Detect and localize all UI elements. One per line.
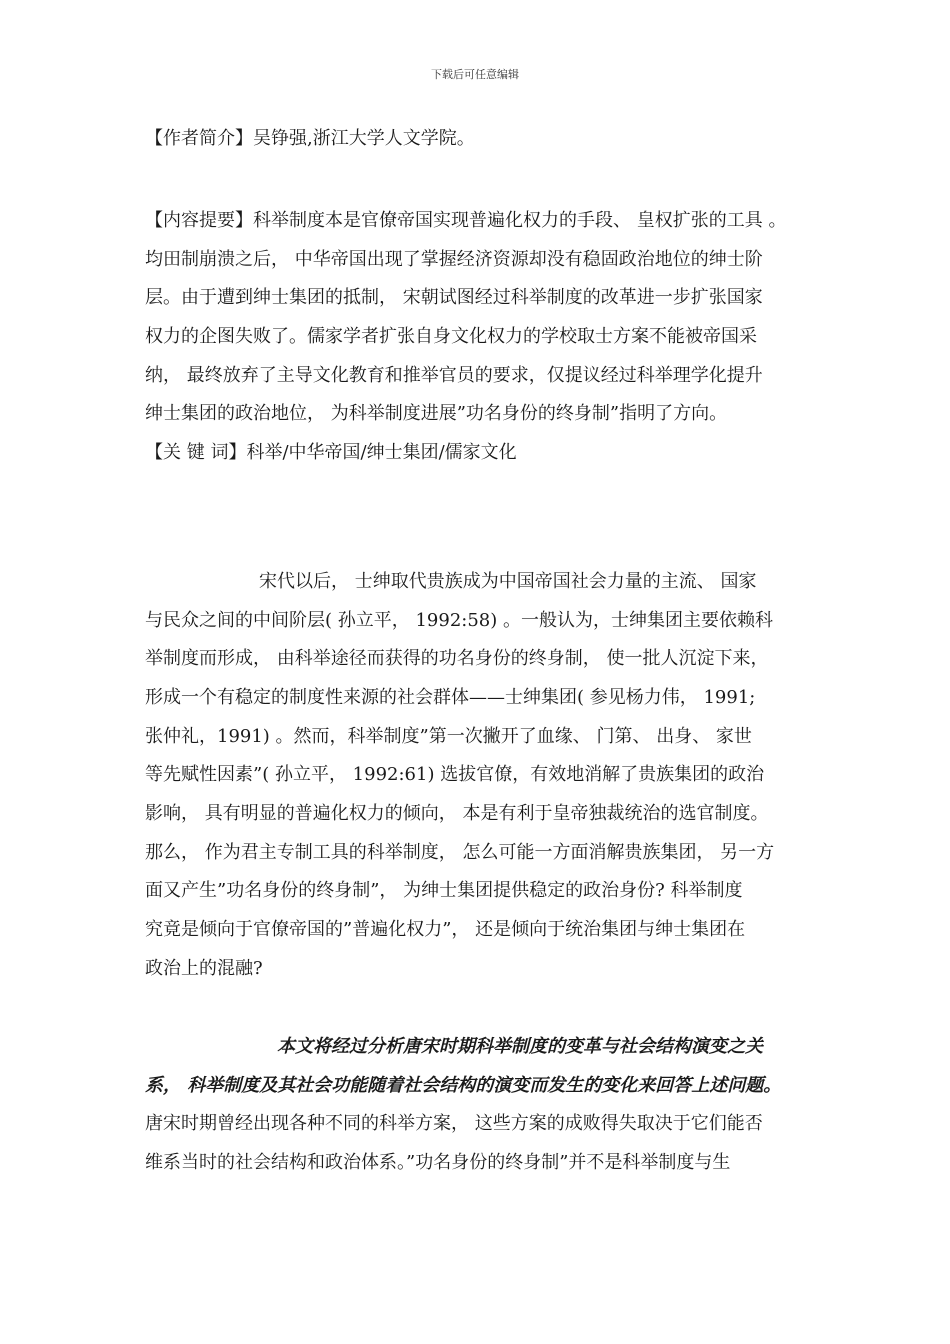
body-line: 等先赋性因素”( 孙立平， 1992:61) 选拔官僚，有效地消解了贵族集团的政治 <box>145 764 765 785</box>
abstract-line: 权力的企图失败了。儒家学者扩张自身文化权力的学校取士方案不能被帝国采 <box>145 326 757 347</box>
abstract-line: 均田制崩溃之后， 中华帝国出现了掌握经济资源却没有稳固政治地位的绅士阶 <box>145 249 763 270</box>
body-line: 究竟是倾向于官僚帝国的”普遍化权力”， 还是倾向于统治集团与绅士集团在 <box>145 919 746 940</box>
body-line: 形成一个有稳定的制度性来源的社会群体——士绅集团( 参见杨力伟， 1991; <box>145 687 756 708</box>
body-line: 举制度而形成， 由科举途径而获得的功名身份的终身制， 使一批人沉淀下来， <box>145 648 769 669</box>
abstract-line: 层。由于遭到绅士集团的抵制， 宋朝试图经过科举制度的改革进一步扩张国家 <box>145 287 763 308</box>
body-line: 政治上的混融? <box>145 958 263 979</box>
body-line: 宋代以后， 士绅取代贵族成为中国帝国社会力量的主流、 国家 <box>259 571 757 592</box>
emphasis-line: 系， 科举制度及其社会功能随着社会结构的演变而发生的变化来回答上述问题。 <box>145 1075 782 1096</box>
body-line: 维系当时的社会结构和政治体系。”功名身份的终身制”并不是科举制度与生 <box>145 1152 731 1173</box>
body-line: 与民众之间的中间阶层( 孙立平， 1992:58) 。一般认为，士绅集团主要依赖科 <box>145 610 773 631</box>
abstract-line: 【内容提要】科举制度本是官僚帝国实现普遍化权力的手段、 皇权扩张的工具 。 <box>145 210 787 231</box>
body-line: 唐宋时期曾经出现各种不同的科举方案， 这些方案的成败得失取决于它们能否 <box>145 1113 763 1134</box>
page-header: 下载后可任意编辑 <box>431 68 519 81</box>
body-line: 影响， 具有明显的普遍化权力的倾向， 本是有利于皇帝独裁统治的选官制度。 <box>145 803 769 824</box>
author-intro: 【作者简介】吴铮强,浙江大学人文学院。 <box>145 128 475 149</box>
abstract-line: 纳， 最终放弃了主导文化教育和推举官员的要求，仅提议经过科举理学化提升 <box>145 365 763 386</box>
abstract-line: 绅士集团的政治地位， 为科举制度进展”功名身份的终身制”指明了方向。 <box>145 403 728 424</box>
keywords: 【关 键 词】科举/中华帝国/绅士集团/儒家文化 <box>145 442 517 463</box>
emphasis-line: 本文将经过分析唐宋时期科举制度的变革与社会结构演变之关 <box>277 1036 763 1057</box>
body-line: 那么， 作为君主专制工具的科举制度， 怎么可能一方面消解贵族集团， 另一方 <box>145 842 775 863</box>
body-line: 张仲礼，1991) 。然而，科举制度”第一次撇开了血缘、 门第、 出身、 家世 <box>145 726 752 747</box>
body-line: 面又产生”功名身份的终身制”， 为绅士集团提供稳定的政治身份? 科举制度 <box>145 880 743 901</box>
